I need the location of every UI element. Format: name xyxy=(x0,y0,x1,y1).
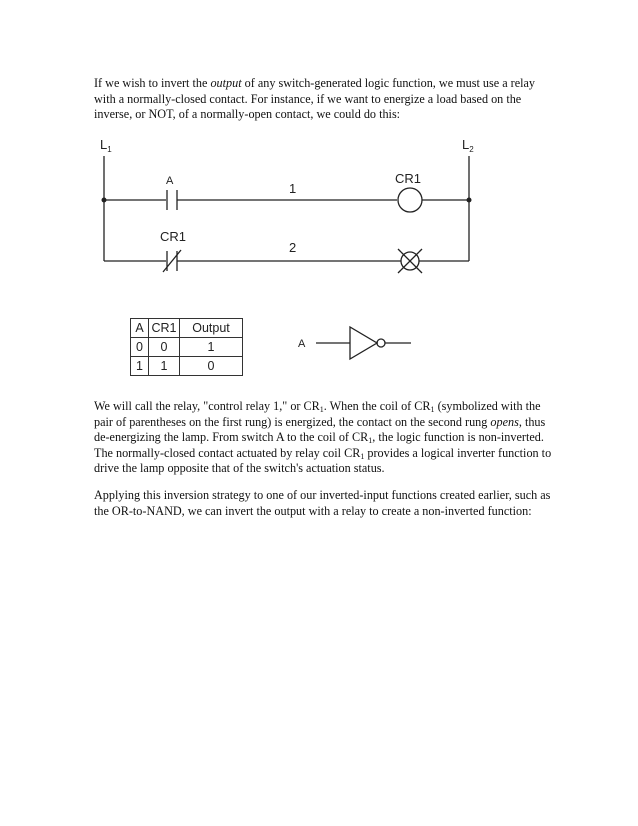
contact-a-label: A xyxy=(166,175,174,187)
inverter-gate-diagram xyxy=(290,320,420,365)
header-cell: A xyxy=(131,319,149,338)
inverter-triangle-icon xyxy=(350,327,377,359)
contact-cr1-label: CR1 xyxy=(160,229,187,244)
table-row xyxy=(131,338,243,357)
truth-table xyxy=(130,318,243,376)
junction-l1-rung1 xyxy=(102,198,107,203)
header-cell: CR1 xyxy=(149,319,180,338)
rung2-number: 2 xyxy=(289,240,297,255)
table-cell: 0 xyxy=(180,357,243,376)
junction-l2-rung1 xyxy=(467,198,472,203)
intro-paragraph: If we wish to invert the output of any switch-generated logic function, we must use a relay with a normally-closed contact. For instance, if we want to energize a load based on the inverse, or NOT, of a normally-open contact, we could do this: xyxy=(94,76,536,122)
closing-paragraph: Applying this inversion strategy to one of our inverted-input functions created earlier, such as the OR-to-NAND, we can invert the output with a relay to create a non-inverted function: xyxy=(94,488,551,518)
rail-l2-label: $L_2$ xyxy=(462,137,474,154)
truth-table-header xyxy=(131,319,243,338)
rail-l1-label: $L_1$ xyxy=(100,137,112,154)
table-row xyxy=(131,357,243,376)
lamp-icon xyxy=(398,249,422,273)
table-cell: 1 xyxy=(180,338,243,357)
table-cell: 1 xyxy=(131,357,149,376)
emphasis-opens: opens xyxy=(490,414,519,429)
table-cell: 1 xyxy=(149,357,180,376)
inverter-input-label: A xyxy=(298,338,306,350)
coil-cr1-label: CR1 xyxy=(395,171,422,186)
coil-cr1 xyxy=(398,188,422,212)
emphasis-output: output xyxy=(210,76,242,90)
table-cell: 0 xyxy=(131,338,149,357)
header-cell: Output xyxy=(180,319,243,338)
table-cell: 0 xyxy=(149,338,180,357)
explanation-paragraph: We will call the relay, "control relay 1," or $CR_1$. When the coil of $CR_1$ (symbolized with the pair of parentheses on the first rung) is energized, the contact on the second rung opens, thus de-energizing the lamp. From switch A to the coil of $CR_1$, the logic function is non-inverted. The normally-closed contact actuated by relay coil $CR_1$ provides a logical inverter function to drive the lamp opposite that of the switch's actuation status. xyxy=(94,399,552,476)
ladder-diagram xyxy=(0,0,638,300)
rung1-number: 1 xyxy=(289,181,297,196)
